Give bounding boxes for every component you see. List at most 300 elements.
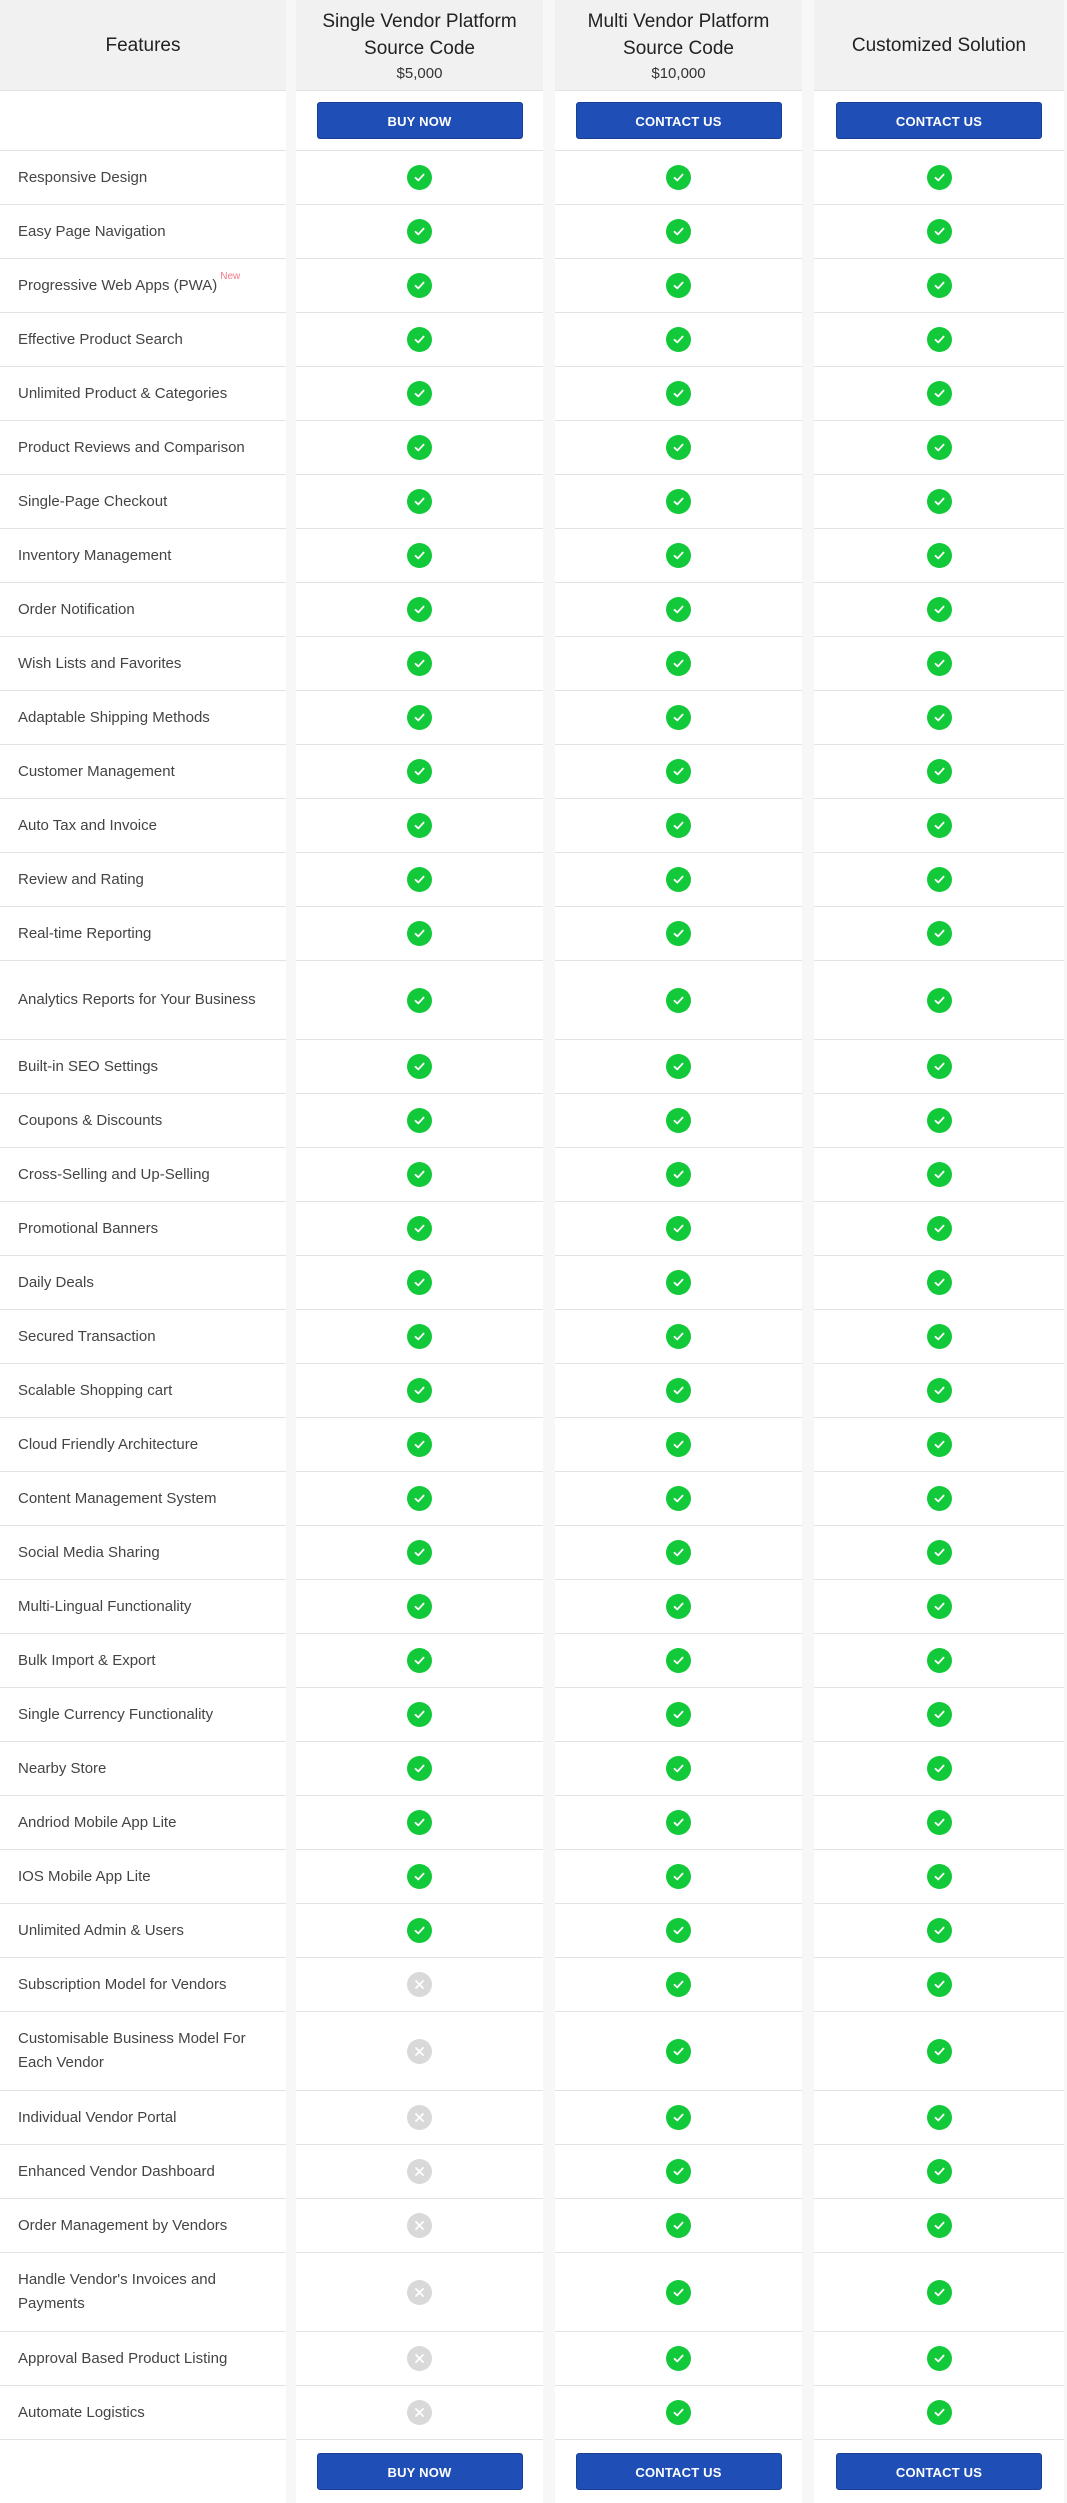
check-icon xyxy=(407,1324,432,1349)
features-column xyxy=(0,0,286,2503)
feature-availability-cell xyxy=(296,907,543,961)
feature-availability-cell xyxy=(296,1634,543,1688)
feature-availability-cell xyxy=(814,1256,1064,1310)
feature-availability-cell xyxy=(555,1904,802,1958)
feature-row-label xyxy=(0,1526,286,1580)
check-icon xyxy=(666,2105,691,2130)
feature-label: Content Management System xyxy=(18,1489,217,1507)
check-icon xyxy=(927,705,952,730)
feature-row-label xyxy=(0,1634,286,1688)
feature-availability-cell xyxy=(555,853,802,907)
feature-availability-cell xyxy=(555,367,802,421)
check-icon xyxy=(666,327,691,352)
check-icon xyxy=(927,1810,952,1835)
feature-availability-cell xyxy=(555,1742,802,1796)
new-badge: New xyxy=(220,270,241,282)
feature-label: Real-time Reporting xyxy=(18,924,152,942)
check-icon xyxy=(927,1432,952,1457)
feature-label: Inventory Management xyxy=(18,546,172,564)
feature-availability-cell xyxy=(296,1418,543,1472)
check-icon xyxy=(407,813,432,838)
feature-row-label xyxy=(0,529,286,583)
buy-now-button[interactable]: BUY NOW xyxy=(317,2453,523,2490)
feature-availability-cell xyxy=(555,583,802,637)
feature-row-label xyxy=(0,691,286,745)
feature-availability-cell xyxy=(296,2199,543,2253)
feature-availability-cell xyxy=(296,637,543,691)
cross-icon xyxy=(407,2346,432,2371)
check-icon xyxy=(407,1108,432,1133)
feature-label: Built-in SEO Settings xyxy=(18,1057,159,1075)
feature-row-label xyxy=(0,2199,286,2253)
check-icon xyxy=(407,219,432,244)
feature-label: Bulk Import & Export xyxy=(18,1651,156,1669)
feature-availability-cell xyxy=(296,2253,543,2332)
check-icon xyxy=(927,1918,952,1943)
feature-availability-cell xyxy=(555,691,802,745)
feature-label: Auto Tax and Invoice xyxy=(18,816,157,834)
check-icon xyxy=(666,1324,691,1349)
check-icon xyxy=(927,759,952,784)
feature-row-label xyxy=(0,799,286,853)
check-icon xyxy=(927,2280,952,2305)
check-icon xyxy=(927,1270,952,1295)
check-icon xyxy=(666,759,691,784)
feature-availability-cell xyxy=(296,529,543,583)
plan-name: Single Vendor Platform Source Code xyxy=(322,11,517,59)
feature-availability-cell xyxy=(296,367,543,421)
contact-us-button[interactable]: CONTACT US xyxy=(836,2453,1042,2490)
feature-row-label xyxy=(0,475,286,529)
plan-button-row xyxy=(296,91,543,151)
feature-availability-cell xyxy=(555,1958,802,2012)
feature-availability-cell xyxy=(814,1418,1064,1472)
feature-row-label xyxy=(0,1688,286,1742)
feature-availability-cell xyxy=(296,1742,543,1796)
feature-availability-cell xyxy=(814,799,1064,853)
feature-label: Daily Deals xyxy=(18,1273,94,1291)
check-icon xyxy=(927,1540,952,1565)
plan-price: $10,000 xyxy=(651,65,706,82)
feature-availability-cell xyxy=(555,1094,802,1148)
feature-row-label xyxy=(0,1148,286,1202)
feature-availability-cell xyxy=(296,1796,543,1850)
feature-label: Review and Rating xyxy=(18,870,144,888)
cross-icon xyxy=(407,2400,432,2425)
feature-availability-cell xyxy=(555,1796,802,1850)
feature-availability-cell xyxy=(555,1688,802,1742)
check-icon xyxy=(666,1972,691,1997)
feature-availability-cell xyxy=(555,1256,802,1310)
check-icon xyxy=(407,327,432,352)
feature-availability-cell xyxy=(296,1202,543,1256)
check-icon xyxy=(666,2280,691,2305)
check-icon xyxy=(666,1270,691,1295)
check-icon xyxy=(666,165,691,190)
check-icon xyxy=(927,2400,952,2425)
features-button-row-spacer xyxy=(0,91,286,151)
feature-label: Order Notification xyxy=(18,600,135,618)
check-icon xyxy=(927,273,952,298)
check-icon xyxy=(666,651,691,676)
check-icon xyxy=(407,1054,432,1079)
feature-availability-cell xyxy=(555,2332,802,2386)
check-icon xyxy=(666,1864,691,1889)
check-icon xyxy=(666,867,691,892)
feature-row-label xyxy=(0,1256,286,1310)
check-icon xyxy=(407,867,432,892)
feature-row-label xyxy=(0,259,286,313)
check-icon xyxy=(927,2213,952,2238)
feature-availability-cell xyxy=(555,1472,802,1526)
check-icon xyxy=(407,1594,432,1619)
feature-availability-cell xyxy=(814,1310,1064,1364)
check-icon xyxy=(407,1702,432,1727)
check-icon xyxy=(666,921,691,946)
check-icon xyxy=(666,435,691,460)
feature-availability-cell xyxy=(555,1418,802,1472)
feature-availability-cell xyxy=(296,2145,543,2199)
feature-availability-cell xyxy=(555,961,802,1040)
feature-row-label xyxy=(0,637,286,691)
check-icon xyxy=(407,1486,432,1511)
feature-availability-cell xyxy=(555,259,802,313)
features-header xyxy=(0,0,286,91)
feature-availability-cell xyxy=(555,1364,802,1418)
check-icon xyxy=(927,651,952,676)
feature-label: Analytics Reports for Your Business xyxy=(18,991,256,1008)
plan-column-single-vendor xyxy=(296,0,543,2503)
feature-availability-cell xyxy=(296,1094,543,1148)
check-icon xyxy=(927,1054,952,1079)
feature-availability-cell xyxy=(555,1040,802,1094)
plan-column-multi-vendor xyxy=(555,0,802,2503)
feature-availability-cell xyxy=(814,583,1064,637)
plan-price: $5,000 xyxy=(396,65,443,82)
feature-label: Secured Transaction xyxy=(18,1327,156,1345)
check-icon xyxy=(666,1216,691,1241)
check-icon xyxy=(927,1162,952,1187)
check-icon xyxy=(927,921,952,946)
feature-label: Individual Vendor Portal xyxy=(18,2108,177,2126)
contact-us-button[interactable]: CONTACT US xyxy=(836,102,1042,139)
feature-availability-cell xyxy=(814,1094,1064,1148)
feature-label: Automate Logistics xyxy=(18,2403,145,2421)
check-icon xyxy=(666,813,691,838)
feature-label: Responsive Design xyxy=(18,168,148,186)
feature-label: Unlimited Product & Categories xyxy=(18,384,228,402)
plan-button-row xyxy=(814,91,1064,151)
feature-availability-cell xyxy=(555,151,802,205)
feature-availability-cell xyxy=(814,1634,1064,1688)
feature-availability-cell xyxy=(555,1850,802,1904)
feature-availability-cell xyxy=(296,2091,543,2145)
feature-row-label xyxy=(0,583,286,637)
check-icon xyxy=(666,2213,691,2238)
feature-availability-cell xyxy=(555,907,802,961)
check-icon xyxy=(927,1648,952,1673)
check-icon xyxy=(666,2039,691,2064)
check-icon xyxy=(927,1972,952,1997)
cross-icon xyxy=(407,2039,432,2064)
feature-availability-cell xyxy=(814,1526,1064,1580)
feature-row-label xyxy=(0,961,286,1040)
feature-label: Social Media Sharing xyxy=(18,1543,160,1561)
feature-availability-cell xyxy=(814,259,1064,313)
feature-label: Multi-Lingual Functionality xyxy=(18,1597,192,1615)
check-icon xyxy=(666,1486,691,1511)
feature-availability-cell xyxy=(296,1958,543,2012)
check-icon xyxy=(666,597,691,622)
feature-row-label xyxy=(0,1850,286,1904)
check-icon xyxy=(927,543,952,568)
feature-availability-cell xyxy=(296,691,543,745)
feature-availability-cell xyxy=(814,421,1064,475)
feature-availability-cell xyxy=(814,1850,1064,1904)
feature-availability-cell xyxy=(296,1040,543,1094)
feature-label: Subscription Model for Vendors xyxy=(18,1975,227,1993)
feature-availability-cell xyxy=(555,205,802,259)
check-icon xyxy=(666,988,691,1013)
feature-availability-cell xyxy=(296,1310,543,1364)
check-icon xyxy=(927,2346,952,2371)
check-icon xyxy=(666,2159,691,2184)
check-icon xyxy=(666,1702,691,1727)
feature-row-label xyxy=(0,1742,286,1796)
check-icon xyxy=(407,489,432,514)
feature-availability-cell xyxy=(296,1472,543,1526)
feature-availability-cell xyxy=(814,1958,1064,2012)
cross-icon xyxy=(407,2213,432,2238)
feature-availability-cell xyxy=(296,961,543,1040)
check-icon xyxy=(407,1216,432,1241)
feature-availability-cell xyxy=(296,205,543,259)
feature-availability-cell xyxy=(814,961,1064,1040)
feature-label: Approval Based Product Listing xyxy=(18,2349,228,2367)
feature-availability-cell xyxy=(296,259,543,313)
feature-availability-cell xyxy=(814,2386,1064,2440)
feature-availability-cell xyxy=(555,1634,802,1688)
check-icon xyxy=(927,327,952,352)
feature-availability-cell xyxy=(296,1850,543,1904)
feature-availability-cell xyxy=(296,745,543,799)
check-icon xyxy=(407,273,432,298)
feature-row-label xyxy=(0,151,286,205)
feature-availability-cell xyxy=(296,799,543,853)
feature-availability-cell xyxy=(296,853,543,907)
feature-row-label xyxy=(0,1202,286,1256)
check-icon xyxy=(666,1594,691,1619)
feature-availability-cell xyxy=(814,529,1064,583)
feature-availability-cell xyxy=(814,1040,1064,1094)
feature-label: Nearby Store xyxy=(18,1759,107,1777)
plan-header xyxy=(555,0,802,91)
check-icon xyxy=(666,2400,691,2425)
feature-row-label xyxy=(0,745,286,799)
feature-availability-cell xyxy=(814,1742,1064,1796)
feature-availability-cell xyxy=(814,1580,1064,1634)
feature-availability-cell xyxy=(555,2386,802,2440)
feature-row-label xyxy=(0,2253,286,2332)
feature-availability-cell xyxy=(814,691,1064,745)
check-icon xyxy=(407,1378,432,1403)
feature-availability-cell xyxy=(814,367,1064,421)
feature-row-label xyxy=(0,1364,286,1418)
feature-row-label xyxy=(0,421,286,475)
feature-label: Customer Management xyxy=(18,762,175,780)
check-icon xyxy=(407,543,432,568)
check-icon xyxy=(666,705,691,730)
feature-label: Product Reviews and Comparison xyxy=(18,438,245,456)
feature-availability-cell xyxy=(555,313,802,367)
feature-availability-cell xyxy=(814,475,1064,529)
feature-availability-cell xyxy=(296,1688,543,1742)
check-icon xyxy=(927,489,952,514)
feature-row-label xyxy=(0,313,286,367)
plan-name: Multi Vendor Platform Source Code xyxy=(587,11,770,59)
feature-row-label xyxy=(0,853,286,907)
feature-availability-cell xyxy=(555,2145,802,2199)
check-icon xyxy=(666,1432,691,1457)
feature-availability-cell xyxy=(814,1688,1064,1742)
feature-availability-cell xyxy=(555,2199,802,2253)
feature-row-label xyxy=(0,2332,286,2386)
contact-us-button[interactable]: CONTACT US xyxy=(576,102,782,139)
check-icon xyxy=(407,759,432,784)
feature-label: Enhanced Vendor Dashboard xyxy=(18,2162,215,2180)
check-icon xyxy=(927,1486,952,1511)
feature-availability-cell xyxy=(296,1580,543,1634)
check-icon xyxy=(666,219,691,244)
check-icon xyxy=(927,2105,952,2130)
check-icon xyxy=(666,1108,691,1133)
feature-availability-cell xyxy=(814,1904,1064,1958)
feature-availability-cell xyxy=(814,2145,1064,2199)
check-icon xyxy=(666,2346,691,2371)
feature-availability-cell xyxy=(296,1526,543,1580)
feature-row-label xyxy=(0,2386,286,2440)
feature-row-label xyxy=(0,1094,286,1148)
check-icon xyxy=(927,219,952,244)
check-icon xyxy=(666,381,691,406)
feature-label: Single Currency Functionality xyxy=(18,1705,214,1723)
feature-availability-cell xyxy=(814,2332,1064,2386)
check-icon xyxy=(666,1918,691,1943)
check-icon xyxy=(407,1756,432,1781)
feature-row-label xyxy=(0,2145,286,2199)
feature-availability-cell xyxy=(555,1202,802,1256)
feature-row-label xyxy=(0,1472,286,1526)
contact-us-button[interactable]: CONTACT US xyxy=(576,2453,782,2490)
feature-availability-cell xyxy=(296,583,543,637)
feature-availability-cell xyxy=(296,2386,543,2440)
check-icon xyxy=(666,543,691,568)
feature-availability-cell xyxy=(555,2012,802,2091)
feature-availability-cell xyxy=(296,421,543,475)
feature-label: Andriod Mobile App Lite xyxy=(18,1813,177,1831)
check-icon xyxy=(927,597,952,622)
feature-availability-cell xyxy=(296,475,543,529)
feature-availability-cell xyxy=(555,745,802,799)
feature-row-label xyxy=(0,2012,286,2091)
feature-availability-cell xyxy=(814,745,1064,799)
feature-availability-cell xyxy=(555,799,802,853)
buy-now-button[interactable]: BUY NOW xyxy=(317,102,523,139)
plan-footer-button-row xyxy=(555,2440,802,2502)
feature-availability-cell xyxy=(814,2199,1064,2253)
check-icon xyxy=(927,1864,952,1889)
feature-availability-cell xyxy=(814,205,1064,259)
check-icon xyxy=(407,988,432,1013)
feature-row-label xyxy=(0,1040,286,1094)
feature-row-label xyxy=(0,2091,286,2145)
plan-column-customized xyxy=(814,0,1064,2503)
feature-row-label xyxy=(0,1958,286,2012)
check-icon xyxy=(927,1594,952,1619)
feature-availability-cell xyxy=(555,529,802,583)
check-icon xyxy=(666,273,691,298)
plan-button-row xyxy=(555,91,802,151)
feature-label: Single-Page Checkout xyxy=(18,492,168,510)
feature-row-label xyxy=(0,907,286,961)
feature-availability-cell xyxy=(555,637,802,691)
feature-label: Handle Vendor's Invoices and Payments xyxy=(18,2271,216,2312)
check-icon xyxy=(927,381,952,406)
feature-availability-cell xyxy=(296,1148,543,1202)
feature-availability-cell xyxy=(814,637,1064,691)
feature-label: Adaptable Shipping Methods xyxy=(18,708,210,726)
feature-availability-cell xyxy=(814,2253,1064,2332)
feature-availability-cell xyxy=(555,2091,802,2145)
feature-row-label xyxy=(0,1580,286,1634)
feature-availability-cell xyxy=(555,1310,802,1364)
feature-availability-cell xyxy=(296,1256,543,1310)
feature-availability-cell xyxy=(296,151,543,205)
feature-label: Promotional Banners xyxy=(18,1219,159,1237)
cross-icon xyxy=(407,2280,432,2305)
check-icon xyxy=(666,1378,691,1403)
plan-footer-button-row xyxy=(296,2440,543,2502)
feature-availability-cell xyxy=(555,1148,802,1202)
feature-availability-cell xyxy=(814,907,1064,961)
feature-label: Effective Product Search xyxy=(18,330,183,348)
feature-availability-cell xyxy=(814,151,1064,205)
feature-availability-cell xyxy=(555,1580,802,1634)
check-icon xyxy=(666,1162,691,1187)
feature-availability-cell xyxy=(814,1364,1064,1418)
feature-label: Progressive Web Apps (PWA) xyxy=(18,276,218,294)
check-icon xyxy=(666,1756,691,1781)
feature-availability-cell xyxy=(296,2332,543,2386)
feature-label: Customisable Business Model For Each Vendor xyxy=(18,2030,246,2071)
check-icon xyxy=(666,1810,691,1835)
feature-label: Cloud Friendly Architecture xyxy=(18,1435,199,1453)
feature-availability-cell xyxy=(814,1796,1064,1850)
cross-icon xyxy=(407,2105,432,2130)
feature-availability-cell xyxy=(814,1148,1064,1202)
check-icon xyxy=(666,1540,691,1565)
feature-availability-cell xyxy=(814,2012,1064,2091)
feature-label: Unlimited Admin & Users xyxy=(18,1921,184,1939)
check-icon xyxy=(407,1162,432,1187)
plan-footer-button-row xyxy=(814,2440,1064,2502)
feature-row-label xyxy=(0,1904,286,1958)
check-icon xyxy=(927,1702,952,1727)
feature-availability-cell xyxy=(814,313,1064,367)
check-icon xyxy=(927,165,952,190)
feature-availability-cell xyxy=(555,475,802,529)
feature-label: Easy Page Navigation xyxy=(18,222,166,240)
